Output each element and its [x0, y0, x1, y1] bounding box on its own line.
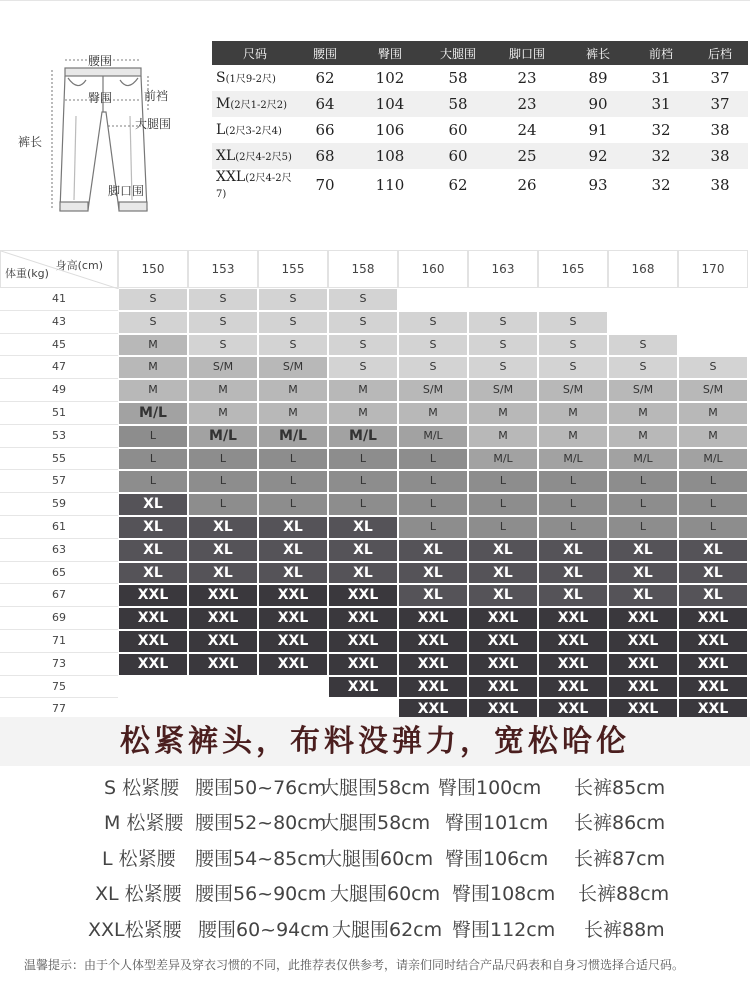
size-recommendation-cell: S	[679, 357, 747, 378]
size-recommendation-cell: L	[259, 449, 327, 470]
spec-length: 长裤86cm	[574, 812, 666, 834]
table-cell: 32	[651, 121, 671, 139]
size-recommendation-cell: L	[119, 471, 187, 492]
size-recommendation-cell: XXL	[189, 654, 257, 675]
size-recommendation-cell: XL	[609, 563, 677, 584]
size-recommendation-cell: M	[329, 403, 397, 424]
size-recommendation-cell: S	[329, 289, 397, 310]
table-cell: 31	[630, 91, 692, 117]
weight-label: 71	[0, 630, 118, 653]
table-cell: 104	[352, 91, 428, 117]
size-recommendation-cell: L	[469, 517, 537, 538]
spec-line	[0, 808, 750, 842]
spec-thigh: 大腿围62cm	[332, 919, 443, 941]
table-cell: 89	[588, 69, 608, 87]
size-recommendation-cell: XXL	[329, 677, 397, 698]
waist-label: 腰围	[88, 54, 113, 68]
size-recommendation-cell: S	[469, 357, 537, 378]
height-header: 170	[678, 250, 748, 288]
size-cell	[212, 143, 298, 169]
length-label: 裤长	[18, 135, 43, 149]
thigh-label: 大腿围	[135, 117, 172, 131]
spec-length: 长裤88m	[584, 919, 665, 941]
size-recommendation-cell: L	[679, 517, 747, 538]
size-recommendation-cell: L	[189, 449, 257, 470]
spec-thigh: 大腿围60cm	[323, 848, 434, 870]
size-recommendation-cell: XXL	[679, 654, 747, 675]
size-recommendation-cell: S	[189, 289, 257, 310]
size-recommendation-cell: S/M	[259, 357, 327, 378]
spec-size: L 松紧腰	[102, 848, 176, 870]
size-recommendation-cell: S	[399, 335, 467, 356]
size-recommendation-cell: S	[609, 357, 677, 378]
table-cell: 60	[428, 143, 488, 169]
weight-label: 51	[0, 402, 118, 425]
size-recommendation-cell: L	[399, 471, 467, 492]
size-recommendation-cell: L	[609, 517, 677, 538]
leg-opening-label: 脚口围	[108, 184, 145, 198]
size-recommendation-cell: S	[329, 357, 397, 378]
size-recommendation-cell: S	[539, 357, 607, 378]
size-recommendation-cell: XXL	[189, 585, 257, 606]
size-recommendation-cell: L	[329, 471, 397, 492]
table-cell: 110	[375, 176, 405, 194]
size-recommendation-cell: S/M	[469, 380, 537, 401]
size-recommendation-cell: XXL	[679, 699, 747, 720]
size-recommendation-cell: XL	[329, 540, 397, 561]
size-recommendation-cell: XXL	[119, 585, 187, 606]
size-recommendation-cell: XXL	[469, 677, 537, 698]
tip-text: 温馨提示：由于个人体型差异及穿衣习惯的不同，此推荐表仅供参考，请亲们同时结合产品尺码表和自身习惯选择合适尺码。	[24, 958, 685, 972]
weight-label: 73	[0, 653, 118, 676]
table-cell: 24	[517, 121, 537, 139]
table-cell: 38	[710, 176, 730, 194]
size-recommendation-cell: S	[539, 335, 607, 356]
size-recommendation-cell: L	[329, 449, 397, 470]
size-cell	[212, 169, 298, 201]
size-recommendation-cell: M	[189, 380, 257, 401]
header-waist: 腰围	[298, 41, 352, 65]
spec-waist: 腰围54~85cm	[195, 848, 327, 870]
size-recommendation-cell: XL	[119, 563, 187, 584]
height-header: 165	[538, 250, 608, 288]
size-recommendation-cell: XXL	[399, 608, 467, 629]
size-recommendation-cell: XL	[119, 494, 187, 515]
height-header: 158	[328, 250, 398, 288]
header-length: 裤长	[566, 41, 630, 65]
size-recommendation-cell: XXL	[679, 677, 747, 698]
size-recommendation-cell: S	[259, 335, 327, 356]
size-range: (2尺4-2尺7)	[216, 173, 292, 200]
size-recommendation-cell: XL	[469, 563, 537, 584]
weight-label: 69	[0, 607, 118, 630]
table-row	[212, 65, 748, 91]
height-header: 163	[468, 250, 538, 288]
table-cell: 23	[517, 69, 537, 87]
spec-waist: 腰围60~94cm	[198, 919, 330, 941]
weight-label: 43	[0, 311, 118, 334]
table-cell: 91	[588, 121, 608, 139]
spec-size: XXL松紧腰	[88, 919, 182, 941]
size-recommendation-cell: XXL	[329, 585, 397, 606]
header-size: 尺码	[212, 41, 298, 65]
size-recommendation-cell: XL	[539, 563, 607, 584]
size-recommendation-cell: M/L	[329, 426, 397, 447]
table-cell: 68	[298, 143, 352, 169]
size-recommendation-cell: S	[399, 312, 467, 333]
spec-line	[0, 915, 750, 949]
top-divider	[0, 0, 750, 1]
size-recommendation-cell: XXL	[399, 654, 467, 675]
size-recommendation-cell: XL	[539, 540, 607, 561]
size-recommendation-cell: XXL	[539, 677, 607, 698]
size-cell	[212, 117, 298, 143]
size-recommendation-cell: XXL	[679, 631, 747, 652]
grid-corner-header	[0, 250, 118, 288]
size-recommendation-cell: M	[469, 426, 537, 447]
table-cell: 32	[651, 176, 671, 194]
size-recommendation-cell: L	[469, 471, 537, 492]
size-recommendation-cell: L	[539, 517, 607, 538]
size-recommendation-cell: XXL	[539, 608, 607, 629]
size-recommendation-cell: L	[399, 517, 467, 538]
height-header: 168	[608, 250, 678, 288]
size-recommendation-cell: L	[329, 494, 397, 515]
table-cell: 106	[375, 121, 405, 139]
spec-size: XL 松紧腰	[95, 883, 182, 905]
size-recommendation-cell: M/L	[539, 449, 607, 470]
size-recommendation-cell: XL	[259, 517, 327, 538]
spec-hip: 臀围112cm	[452, 919, 556, 941]
height-axis-label: 身高(cm)	[55, 259, 103, 272]
size-recommendation-cell: XXL	[609, 631, 677, 652]
size-recommendation-cell: XXL	[539, 654, 607, 675]
size-recommendation-cell: XL	[329, 517, 397, 538]
table-cell: 93	[588, 176, 608, 194]
size-recommendation-cell: XXL	[539, 631, 607, 652]
table-cell: 62	[448, 176, 468, 194]
table-row	[212, 117, 748, 143]
spec-hip: 臀围101cm	[445, 812, 549, 834]
size-recommendation-cell: XXL	[399, 699, 467, 720]
weight-axis-label: 体重(kg)	[5, 267, 49, 280]
size-recommendation-cell: S	[469, 312, 537, 333]
size-recommendation-cell: S	[259, 312, 327, 333]
size-recommendation-cell: XXL	[259, 654, 327, 675]
size-recommendation-cell: XL	[259, 540, 327, 561]
size-recommendation-cell: M	[329, 380, 397, 401]
height-header: 160	[398, 250, 468, 288]
size-recommendation-cell: L	[609, 471, 677, 492]
size-recommendation-cell: S/M	[539, 380, 607, 401]
size-recommendation-cell: S	[189, 335, 257, 356]
size-recommendation-cell: XXL	[329, 631, 397, 652]
spec-hip: 臀围100cm	[438, 777, 542, 799]
size-recommendation-cell: M	[469, 403, 537, 424]
size-recommendation-cell: M	[259, 403, 327, 424]
table-cell: 23	[488, 91, 566, 117]
size-range: (2尺4-2尺5)	[235, 152, 292, 163]
weight-label: 49	[0, 379, 118, 402]
size-recommendation-cell: L	[539, 494, 607, 515]
weight-label: 59	[0, 493, 118, 516]
size-recommendation-cell: L	[679, 494, 747, 515]
size-name: M	[216, 96, 231, 112]
spec-line	[0, 773, 750, 807]
table-row	[212, 91, 748, 117]
table-cell: 32	[630, 143, 692, 169]
weight-label: 65	[0, 562, 118, 585]
size-recommendation-cell: XXL	[609, 654, 677, 675]
table-cell: 38	[692, 143, 748, 169]
size-name: XXL	[216, 169, 246, 185]
size-recommendation-cell: S	[329, 312, 397, 333]
spec-hip: 臀围106cm	[445, 848, 549, 870]
size-recommendation-cell: XXL	[469, 608, 537, 629]
table-cell: 70	[315, 176, 335, 194]
size-recommendation-cell: M/L	[679, 449, 747, 470]
size-recommendation-cell: XL	[679, 563, 747, 584]
spec-waist: 腰围52~80cm	[195, 812, 327, 834]
spec-thigh: 大腿围60cm	[330, 883, 441, 905]
size-recommendation-cell: S	[329, 335, 397, 356]
size-recommendation-cell: S/M	[679, 380, 747, 401]
size-recommendation-cell: XXL	[259, 585, 327, 606]
size-recommendation-cell: M	[259, 380, 327, 401]
size-recommendation-cell: XXL	[259, 631, 327, 652]
size-recommendation-cell: XXL	[679, 608, 747, 629]
size-recommendation-cell: XL	[679, 585, 747, 606]
size-recommendation-cell: M	[399, 403, 467, 424]
size-recommendation-cell: M/L	[399, 426, 467, 447]
size-name: XL	[216, 148, 236, 164]
weight-label: 67	[0, 584, 118, 607]
size-recommendation-cell: S	[539, 312, 607, 333]
size-recommendation-cell: S/M	[399, 380, 467, 401]
weight-label: 47	[0, 356, 118, 379]
table-cell: 26	[517, 176, 537, 194]
size-recommendation-cell: M	[119, 357, 187, 378]
spec-hip: 臀围108cm	[452, 883, 556, 905]
size-recommendation-cell: S	[609, 335, 677, 356]
spec-line	[0, 844, 750, 878]
size-recommendation-cell: XXL	[609, 699, 677, 720]
pants-diagram	[20, 40, 200, 220]
table-cell: 108	[352, 143, 428, 169]
size-recommendation-cell: XXL	[469, 654, 537, 675]
size-recommendation-cell: M	[679, 426, 747, 447]
size-recommendation-cell: S	[259, 289, 327, 310]
weight-label: 53	[0, 425, 118, 448]
table-cell: 38	[710, 121, 730, 139]
spec-thigh: 大腿围58cm	[320, 812, 431, 834]
size-recommendation-cell: XL	[399, 540, 467, 561]
size-name: L	[216, 122, 226, 138]
diagonal-divider-icon	[1, 251, 119, 289]
size-recommendation-cell: L	[679, 471, 747, 492]
spec-length: 长裤87cm	[574, 848, 666, 870]
size-range: (2尺1-2尺2)	[230, 100, 287, 111]
size-recommendation-cell: M/L	[189, 426, 257, 447]
size-recommendation-cell: XL	[259, 563, 327, 584]
size-cell	[212, 91, 298, 117]
size-recommendation-cell: S	[189, 312, 257, 333]
front-rise-label: 前裆	[144, 89, 169, 103]
spec-size: M 松紧腰	[104, 812, 184, 834]
size-recommendation-cell: XXL	[119, 631, 187, 652]
size-recommendation-cell: L	[469, 494, 537, 515]
size-recommendation-cell: XXL	[539, 699, 607, 720]
size-recommendation-cell: L	[259, 471, 327, 492]
weight-label: 55	[0, 448, 118, 471]
size-recommendation-cell: M	[539, 403, 607, 424]
weight-label: 75	[0, 676, 118, 699]
size-recommendation-cell: XL	[119, 517, 187, 538]
size-recommendation-cell: L	[119, 426, 187, 447]
size-recommendation-cell: XXL	[189, 631, 257, 652]
size-recommendation-cell: XL	[399, 563, 467, 584]
table-cell: 31	[651, 69, 671, 87]
size-recommendation-cell: XXL	[609, 608, 677, 629]
table-cell: 37	[710, 69, 730, 87]
size-recommendation-cell: M	[609, 403, 677, 424]
spec-waist: 腰围56~90cm	[195, 883, 327, 905]
size-recommendation-cell: L	[399, 449, 467, 470]
header-thigh: 大腿围	[428, 41, 488, 65]
table-cell: 90	[566, 91, 630, 117]
weight-label: 41	[0, 288, 118, 311]
size-recommendation-cell: M	[609, 426, 677, 447]
size-recommendation-cell: XXL	[189, 608, 257, 629]
weight-label: 57	[0, 470, 118, 493]
size-recommendation-cell: XL	[189, 517, 257, 538]
size-range: (2尺3-2尺4)	[225, 126, 282, 137]
table-row	[212, 169, 748, 201]
size-recommendation-cell: XXL	[329, 608, 397, 629]
table-cell: 102	[375, 69, 405, 87]
size-recommendation-cell: S	[119, 312, 187, 333]
size-recommendation-cell: XL	[119, 540, 187, 561]
size-recommendation-cell: L	[259, 494, 327, 515]
size-table-header	[212, 41, 748, 65]
table-cell: 66	[315, 121, 335, 139]
weight-label: 61	[0, 516, 118, 539]
size-recommendation-cell: XXL	[119, 608, 187, 629]
size-recommendation-cell: XXL	[399, 677, 467, 698]
size-recommendation-cell: L	[189, 494, 257, 515]
size-recommendation-cell: XL	[609, 585, 677, 606]
size-recommendation-cell: XL	[189, 563, 257, 584]
table-cell: 37	[692, 91, 748, 117]
header-hip: 臀围	[352, 41, 428, 65]
size-recommendation-cell: S	[119, 289, 187, 310]
height-header: 155	[258, 250, 328, 288]
table-cell: 58	[448, 69, 468, 87]
size-cell	[212, 65, 298, 91]
size-recommendation-cell: S/M	[189, 357, 257, 378]
size-recommendation-cell: XL	[609, 540, 677, 561]
size-recommendation-cell: M/L	[469, 449, 537, 470]
slogan: 松紧裤头，布料没弹力，宽松哈伦	[120, 724, 630, 759]
size-recommendation-cell: XL	[189, 540, 257, 561]
size-recommendation-cell: XL	[469, 585, 537, 606]
size-recommendation-cell: XXL	[259, 608, 327, 629]
spec-line	[0, 879, 750, 913]
spec-size: S 松紧腰	[104, 777, 180, 799]
table-cell: 60	[448, 121, 468, 139]
spec-length: 长裤85cm	[574, 777, 666, 799]
size-recommendation-cell: XL	[679, 540, 747, 561]
size-name: S	[216, 70, 226, 86]
size-recommendation-cell: S	[399, 357, 467, 378]
size-recommendation-cell: M/L	[609, 449, 677, 470]
size-recommendation-cell: M	[119, 380, 187, 401]
size-recommendation-cell: M	[539, 426, 607, 447]
size-recommendation-cell: M	[679, 403, 747, 424]
spec-length: 长裤88cm	[578, 883, 670, 905]
size-recommendation-cell: XXL	[469, 631, 537, 652]
size-recommendation-cell: XXL	[399, 631, 467, 652]
table-cell: 58	[428, 91, 488, 117]
size-recommendation-cell: XL	[399, 585, 467, 606]
size-table	[212, 41, 748, 201]
table-row	[212, 143, 748, 169]
table-cell: 62	[315, 69, 335, 87]
size-recommendation-cell: S/M	[609, 380, 677, 401]
size-recommendation-cell: L	[399, 494, 467, 515]
size-recommendation-cell: XL	[469, 540, 537, 561]
size-recommendation-cell: XXL	[329, 654, 397, 675]
size-range: (1尺9-2尺)	[225, 74, 276, 85]
table-cell: 92	[566, 143, 630, 169]
weight-label: 63	[0, 539, 118, 562]
size-recommendation-cell: M	[119, 335, 187, 356]
size-recommendation-cell: M/L	[119, 403, 187, 424]
header-front-rise: 前档	[630, 41, 692, 65]
size-recommendation-cell: L	[539, 471, 607, 492]
size-recommendation-cell: XXL	[119, 654, 187, 675]
size-recommendation-cell: L	[189, 471, 257, 492]
size-recommendation-cell: XXL	[609, 677, 677, 698]
weight-label: 45	[0, 334, 118, 357]
size-recommendation-cell: L	[609, 494, 677, 515]
size-recommendation-cell: XL	[539, 585, 607, 606]
header-back-rise: 后档	[692, 41, 748, 65]
height-header: 150	[118, 250, 188, 288]
size-recommendation-cell: XXL	[469, 699, 537, 720]
size-recommendation-cell: S	[469, 335, 537, 356]
spec-thigh: 大腿围58cm	[320, 777, 431, 799]
table-cell: 64	[298, 91, 352, 117]
spec-waist: 腰围50~76cm	[195, 777, 327, 799]
table-cell: 25	[488, 143, 566, 169]
header-leg-opening: 脚口围	[488, 41, 566, 65]
size-recommendation-cell: M/L	[259, 426, 327, 447]
height-header: 153	[188, 250, 258, 288]
weight-label: 77	[0, 698, 118, 721]
size-recommendation-cell: L	[119, 449, 187, 470]
hip-label: 臀围	[88, 91, 113, 105]
size-recommendation-cell: XL	[329, 563, 397, 584]
size-recommendation-cell: M	[189, 403, 257, 424]
